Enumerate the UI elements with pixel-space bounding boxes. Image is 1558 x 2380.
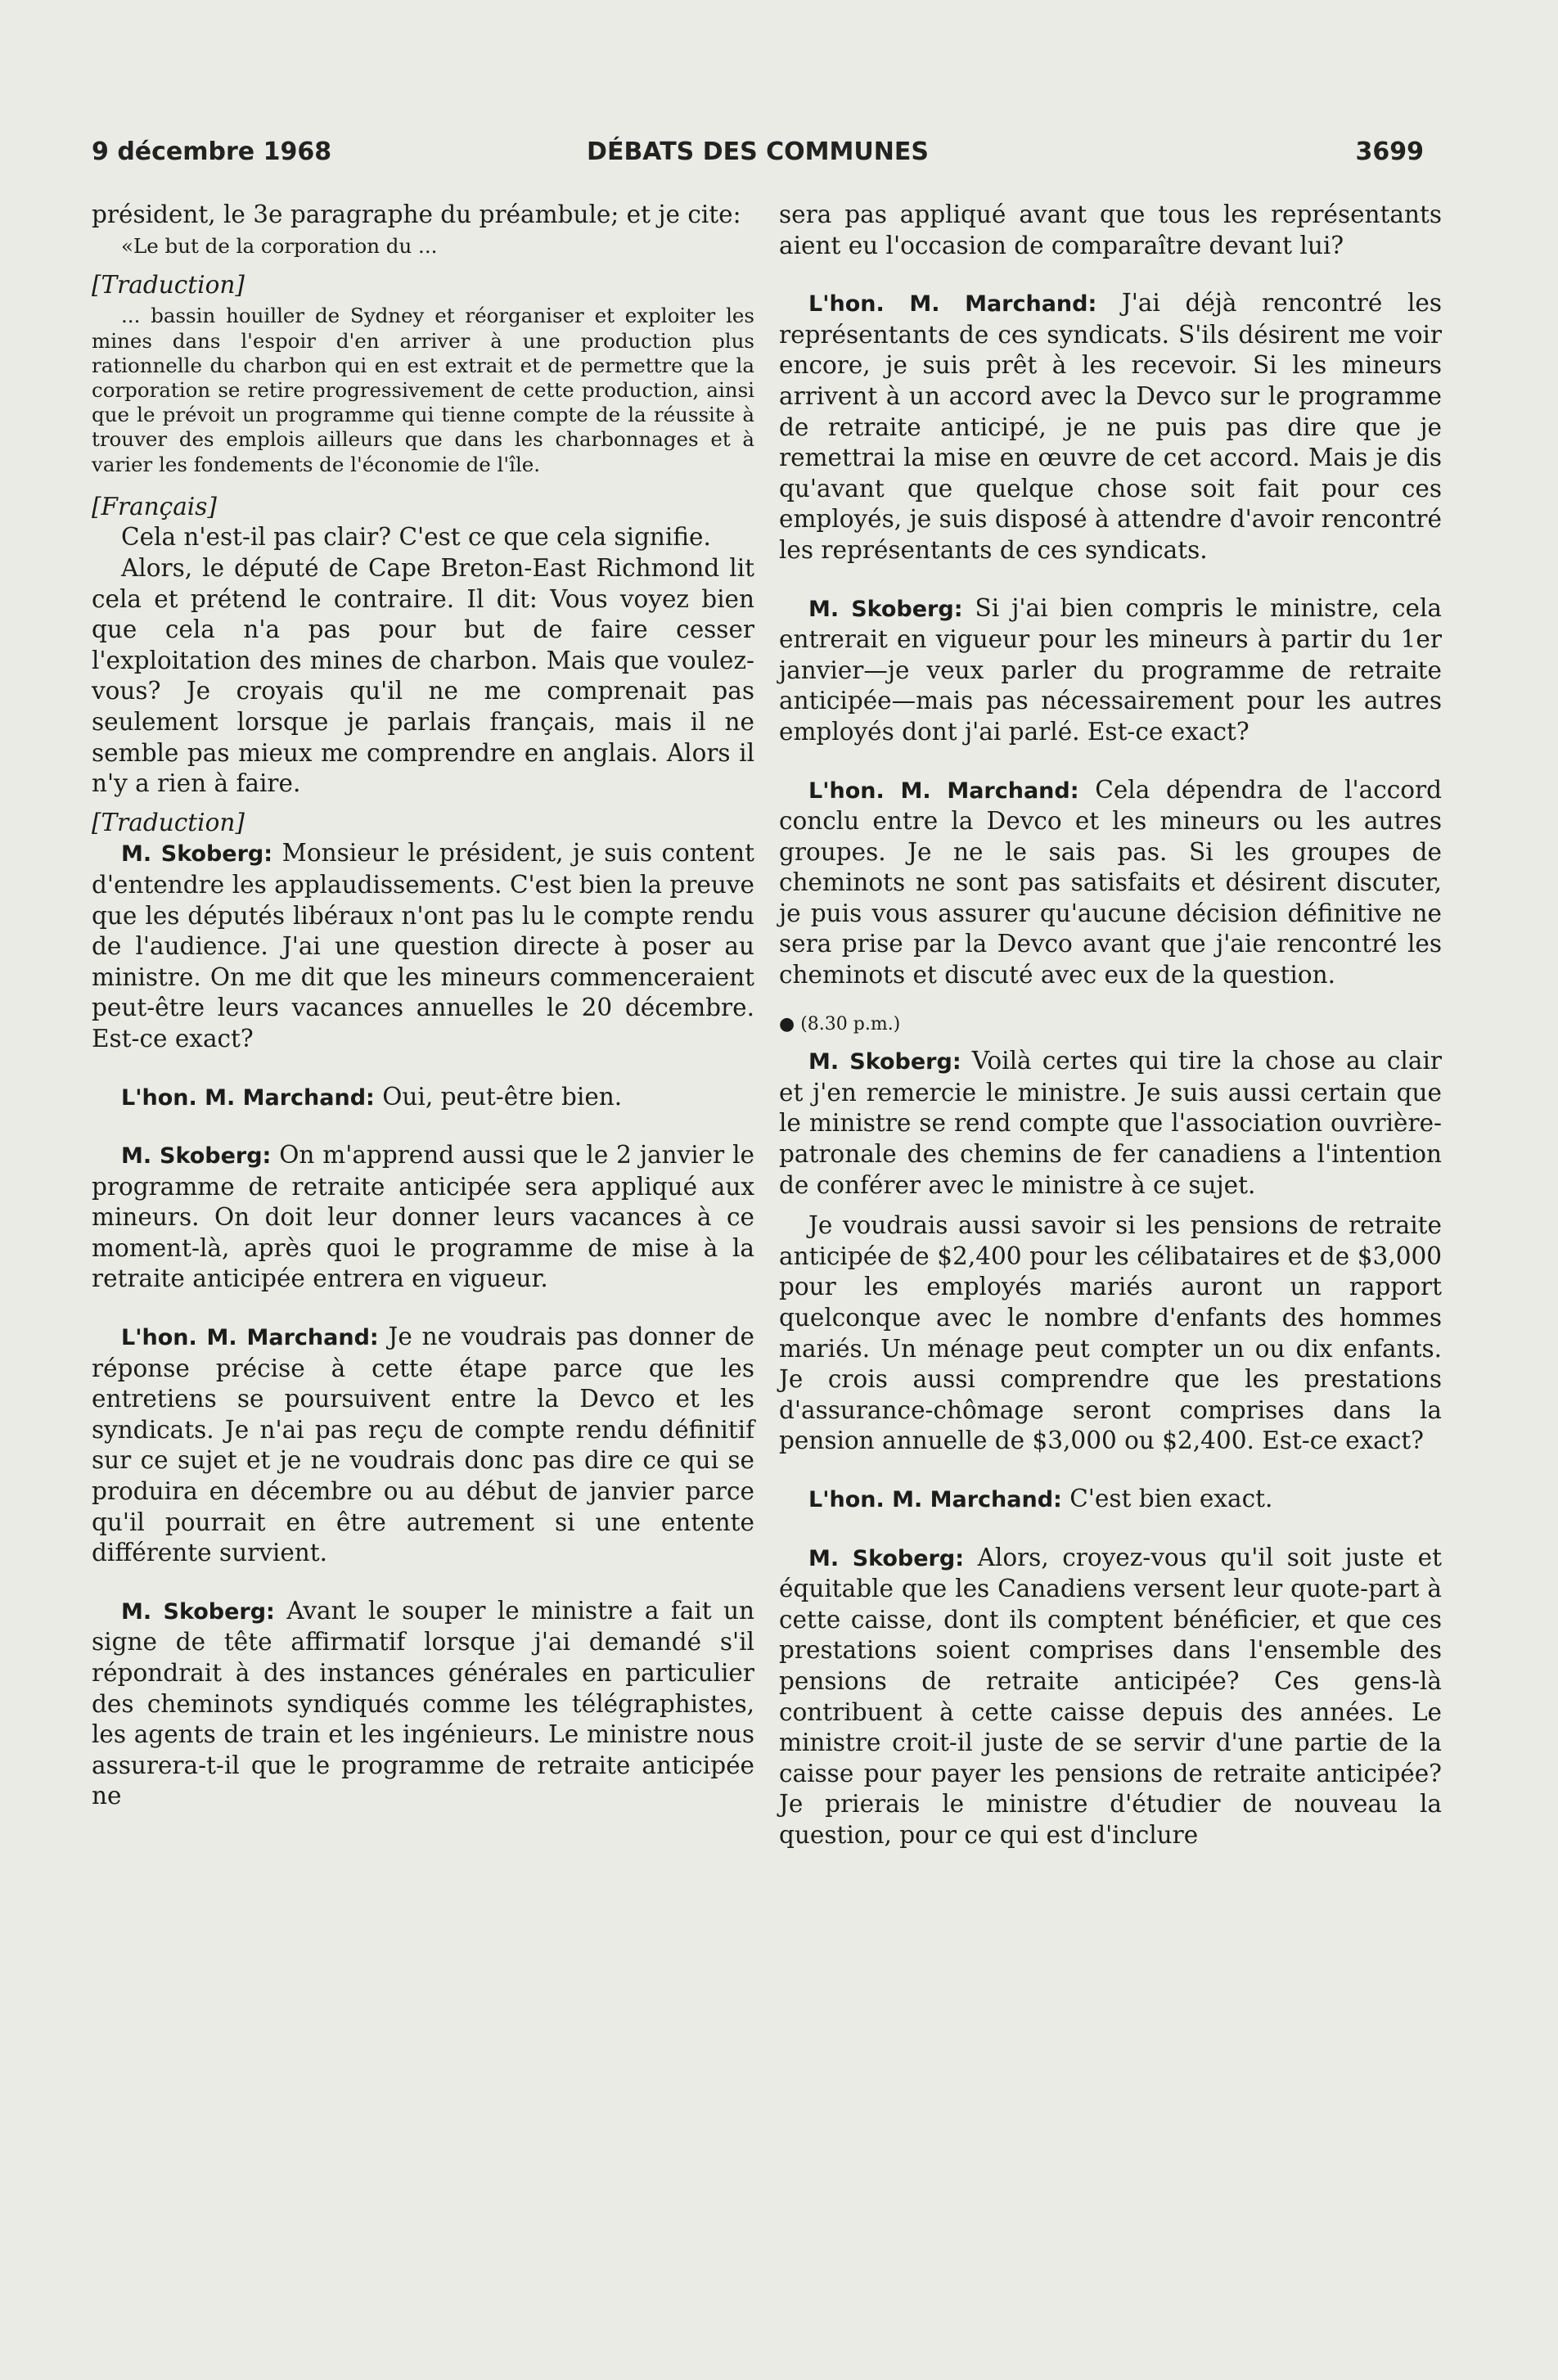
speaker-name: M. Skoberg: [808, 596, 963, 622]
page-number: 3699 [1355, 137, 1424, 166]
speaker-name: L'hon. M. Marchand: [121, 1325, 379, 1351]
speech [92, 1082, 754, 1114]
speaker-name: M. Skoberg: [808, 1545, 965, 1571]
language-marker: [Français] [92, 492, 217, 521]
speaker-name: M. Skoberg: [808, 1049, 961, 1075]
speaker-name: L'hon. M. Marchand: [808, 1486, 1062, 1512]
speech [779, 1046, 1442, 1201]
speech [779, 775, 1442, 991]
header-title: DÉBATS DES COMMUNES [587, 137, 929, 166]
left-column [92, 200, 754, 1812]
speaker-name: M. Skoberg: [121, 1143, 272, 1170]
speech-text: J'ai déjà rencontré les représentants de ces syndicats. S'ils désirent me voir encore, je suis prêt à les recevoir. Si les mineurs arrivent à un accord avec la Devco sur le programme de retraite anticipé, je ne puis pas dire que je remettrai la mise en œuvre de cet accord. Mais je dis qu'avant que quelque chose soit fait pour ces employés, je suis disposé à attendre d'avoir rencontré les représentants de ces syndicats. [779, 289, 1442, 564]
speech [92, 1596, 754, 1812]
speaker-name: L'hon. M. Marchand: [808, 778, 1079, 804]
quotation: «Le but de la corporation du ... [121, 233, 438, 258]
speech-text: Si j'ai bien compris le ministre, cela entrerait en vigueur pour les mineurs à partir du 1er janvier—je veux parler du programme de retraite anticipée—mais pas nécessairement pour les autres employés dont j'ai parlé. Est-ce exact? [779, 593, 1442, 746]
speaker-name: M. Skoberg: [121, 1598, 275, 1625]
right-column [779, 200, 1442, 1851]
speech-text: Oui, peut-être bien. [382, 1082, 623, 1111]
speaker-name: L'hon. M. Marchand: [121, 1084, 375, 1111]
speech [779, 1543, 1442, 1851]
speech [779, 288, 1442, 566]
paragraph: sera pas appliqué avant que tous les représentants aient eu l'occasion de comparaître devant lui? [779, 201, 1442, 259]
page-header [92, 137, 1424, 178]
quotation: ... bassin houiller de Sydney et réorganiser et exploiter les mines dans l'espoir d'en arriver à une production plus rationnelle du charbon qui en est extrait et de permettre que la corporation se retire progressivement de cette production, ainsi que le prévoit un programme qui tienne compte de la réussite à trouver des emplois ailleurs que dans les charbonnages et à varier les fondements de l'économie de l'île. [92, 304, 754, 476]
paragraph: Je voudrais aussi savoir si les pensions de retraite anticipée de $2,400 pour les célibataires et de $3,000 pour les employés mariés auront un rapport quelconque avec le nombre d'enfants des hommes mariés. Un ménage peut compter un ou dix enfants. Je crois aussi comprendre que les prestations d'assurance-chômage seront comprises dans la pension annuelle de $3,000 ou $2,400. Est-ce exact? [779, 1211, 1442, 1455]
speech-text: Avant le souper le ministre a fait un signe de tête affirmatif lorsque j'ai demandé s'il répondrait à des instances générales en particulier des cheminots syndiqués comme les télégraphistes, les agents de train et les ingénieurs. Le ministre nous assurera-t-il que le programme de retraite anticipée ne [92, 1596, 754, 1810]
speech-text: On m'apprend aussi que le 2 janvier le programme de retraite anticipée sera appliqué aux mineurs. On doit leur donner leurs vacances à ce moment-là, après quoi le programme de mise à la retraite anticipée entrera en vigueur. [92, 1141, 754, 1293]
header-date: 9 décembre 1968 [92, 137, 332, 166]
speech [92, 1322, 754, 1569]
speech [779, 1484, 1442, 1516]
speech-text: Alors, croyez-vous qu'il soit juste et équitable que les Canadiens versent leur quote-part à cette caisse, dont ils comptent bénéficier, et que ces prestations soient comprises dans l'ensemble des pensions de retraite anticipée? Ces gens-là contribuent à cette caisse depuis des années. Le ministre croit-il juste de se servir d'une partie de la caisse pour payer les pensions de retraite anticipée? Je prierais le ministre d'étudier de nouveau la question, pour ce qui est d'inclure [779, 1543, 1442, 1849]
speech [92, 1140, 754, 1295]
speech-text: Monsieur le président, je suis content d'entendre les applaudissements. C'est bien la preuve que les députés libéraux n'ont pas lu le compte rendu de l'audience. J'ai une question directe à poser au ministre. On me dit que les mineurs commenceraient peut-être leurs vacances annuelles le 20 décembre. Est-ce exact? [92, 839, 754, 1053]
time-stamp: ● (8.30 p.m.) [779, 1013, 901, 1034]
paragraph: président, le 3e paragraphe du préambule; et je cite: [92, 201, 741, 228]
speaker-name: M. Skoberg: [121, 841, 273, 868]
speech [779, 593, 1442, 748]
paragraph: Alors, le député de Cape Breton-East Richmond lit cela et prétend le contraire. Il dit: Vous voyez bien que cela n'a pas pour but de faire cesser l'exploitation des mines de charbon. Mais que voulez-vous? Je croyais qu'il ne me comprenait pas seulement lorsque je parlais français, mais il ne semble pas mieux me comprendre en anglais. Alors il n'y a rien à faire. [92, 554, 754, 798]
paragraph: Cela n'est-il pas clair? C'est ce que cela signifie. [121, 523, 711, 552]
speech-text: Voilà certes qui tire la chose au clair et j'en remercie le ministre. Je suis aussi certain que le ministre se rend compte que l'association ouvrière-patronale des chemins de fer canadiens a l'intention de conférer avec le ministre à ce sujet. [779, 1047, 1442, 1199]
language-marker: [Traduction] [92, 808, 245, 836]
speaker-name: L'hon. M. Marchand: [808, 291, 1097, 318]
speech [92, 838, 754, 1054]
speech-text: Cela dépendra de l'accord conclu entre la Devco et les mineurs ou les autres groupes. Je ne le sais pas. Si les groupes de cheminots ne sont pas satisfaits et désirent discuter, je puis vous assurer qu'aucune décision définitive ne sera prise par la Devco avant que j'aie rencontré les cheminots et discuté avec eux de la question. [779, 775, 1442, 989]
speech-text: C'est bien exact. [1069, 1484, 1273, 1512]
speech-text: Je ne voudrais pas donner de réponse précise à cette étape parce que les entretiens se poursuivent entre la Devco et les syndicats. Je n'ai pas reçu de compte rendu définitif sur ce sujet et je ne voudrais donc pas dire ce qui se produira en décembre ou au début de janvier parce qu'il pourrait en être autrement si une entente différente survient. [92, 1323, 754, 1567]
language-marker: [Traduction] [92, 270, 245, 299]
